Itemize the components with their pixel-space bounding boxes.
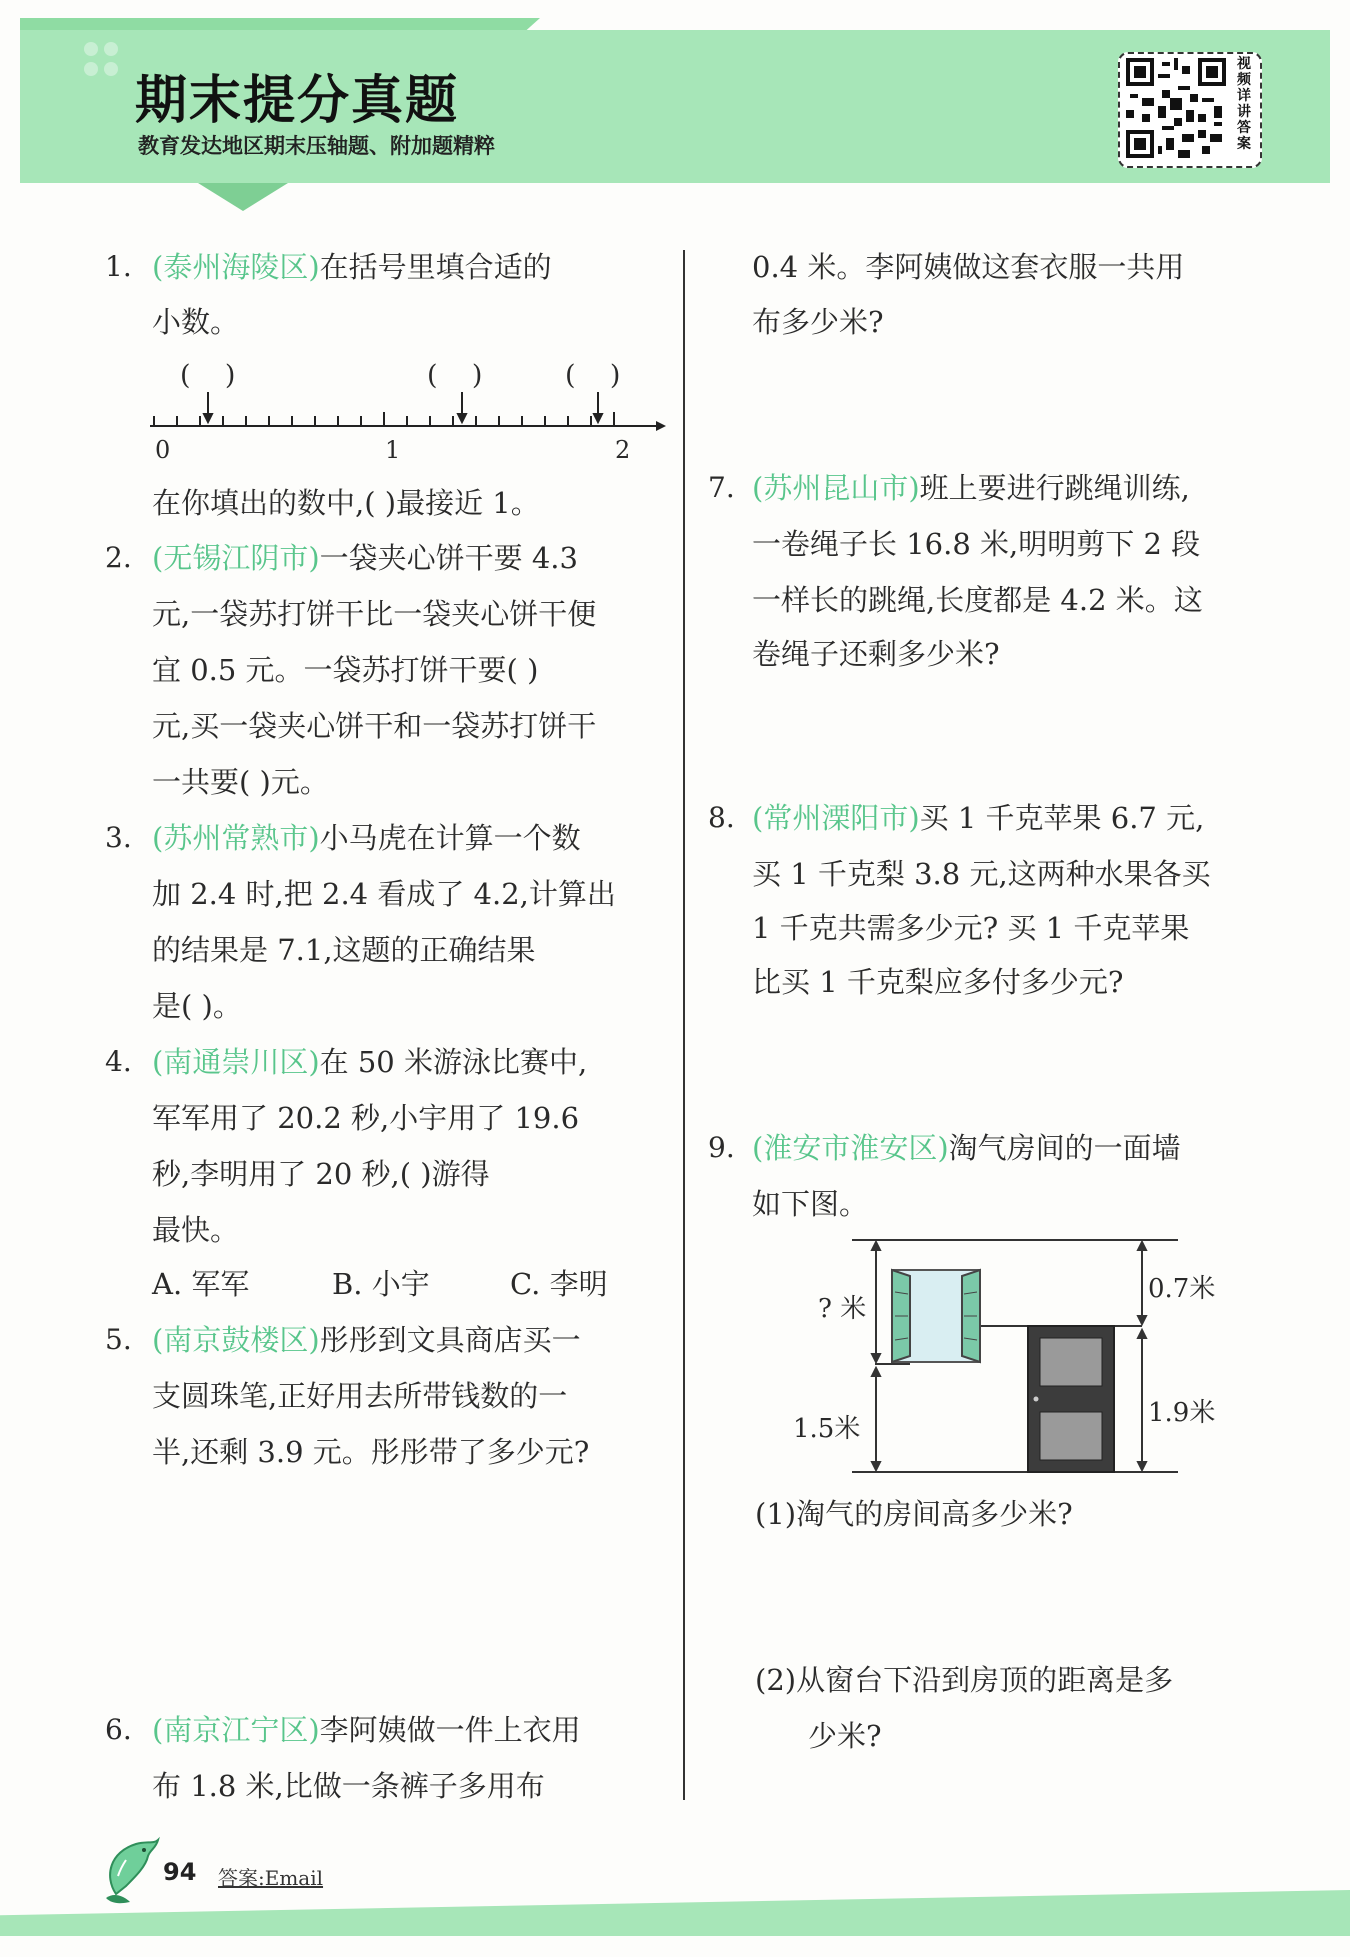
q7-text-1: 班上要进行跳绳训练,: [919, 471, 1190, 505]
q8-source: (常州溧阳市): [752, 801, 920, 835]
number-line-label-1: 1: [385, 436, 401, 464]
number-line-label-2: 2: [615, 436, 631, 464]
q3-text-3: 的结果是 7.1,这题的正确结果: [152, 933, 536, 967]
q7-text-3: 一样长的跳绳,长度都是 4.2 米。这: [752, 583, 1203, 617]
q8-text-1: 买 1 千克苹果 6.7 元,: [919, 801, 1205, 835]
q5-text-2: 支圆珠笔,正好用去所带钱数的一: [152, 1379, 568, 1413]
column-divider: [683, 250, 685, 1800]
q5-text-1: 彤彤到文具商店买一: [319, 1323, 581, 1357]
q4-line-1: [152, 1042, 587, 1082]
q8-number: 8.: [708, 801, 735, 834]
q4-option-b[interactable]: B. 小宇: [332, 1267, 430, 1301]
q3-text-1: 小马虎在计算一个数: [319, 821, 581, 855]
q8-line-1: [752, 798, 1204, 838]
q9-source: (淮安市淮安区): [752, 1131, 949, 1165]
q7-source: (苏州昆山市): [752, 471, 920, 505]
q6-line-1: [152, 1710, 581, 1750]
q9-text-1: 淘气房间的一面墙: [948, 1131, 1181, 1165]
q1-line-1: [152, 247, 552, 287]
number-line-ticks: [154, 412, 614, 426]
q8-text-2: 买 1 千克梨 3.8 元,这两种水果各买: [752, 857, 1211, 891]
q5-number: 5.: [105, 1323, 132, 1356]
decor-dot: [104, 42, 118, 56]
page-number: 94: [163, 1858, 197, 1886]
q4-text-3: 秒,李明用了 20 秒,( )游得: [152, 1157, 490, 1191]
q2-text-4: 元,买一袋夹心饼干和一袋苏打饼干: [152, 709, 597, 743]
q2-text-1: 一袋夹心饼干要 4.3: [319, 541, 578, 575]
q6-text-1: 李阿姨做一件上衣用: [319, 1713, 581, 1747]
q6-text-2: 布 1.8 米,比做一条裤子多用布: [152, 1769, 545, 1803]
q9-sub-2-line-2: 少米?: [808, 1719, 882, 1753]
q4-text-2: 军军用了 20.2 秒,小宇用了 19.6: [152, 1101, 580, 1135]
q7-text-4: 卷绳子还剩多少米?: [752, 637, 1000, 671]
figure-label-top-gap: 0.7米: [1148, 1274, 1216, 1304]
q6-text-3: 0.4 米。李阿姨做这套衣服一共用: [752, 250, 1185, 284]
number-line-blank-2[interactable]: ( ): [427, 360, 483, 391]
answer-label: 答案:Email: [218, 1866, 324, 1890]
number-line-blank-1[interactable]: ( ): [180, 360, 236, 391]
q4-text-1: 在 50 米游泳比赛中,: [319, 1045, 588, 1079]
number-line-blank-3[interactable]: ( ): [565, 360, 621, 391]
q4-text-4: 最快。: [152, 1213, 240, 1247]
q5-text-3: 半,还剩 3.9 元。彤彤带了多少元?: [152, 1435, 590, 1469]
q4-source: (南通崇川区): [152, 1045, 320, 1079]
q4-number: 4.: [105, 1045, 132, 1078]
q7-number: 7.: [708, 471, 735, 504]
figure-label-door-height: 1.9米: [1148, 1398, 1216, 1428]
q9-number: 9.: [708, 1131, 735, 1164]
q6-source: (南京江宁区): [152, 1713, 320, 1747]
page-title: 期末提分真题: [135, 71, 460, 131]
figure-label-sill-height: 1.5米: [793, 1414, 861, 1444]
q2-number: 2.: [105, 541, 132, 574]
q4-option-c[interactable]: C. 李明: [510, 1267, 608, 1301]
banner-notch: [198, 183, 288, 211]
q9-line-1: [752, 1128, 1181, 1168]
q2-text-3: 宜 0.5 元。一袋苏打饼干要( ): [152, 653, 539, 687]
window-icon: [892, 1270, 980, 1362]
q4-option-a[interactable]: A. 军军: [152, 1267, 250, 1301]
number-line: [140, 390, 670, 440]
qr-label: 视频详讲答案: [1237, 56, 1251, 152]
q1-source: (泰州海陵区): [152, 250, 320, 284]
decor-dot: [104, 62, 118, 76]
decor-dot: [84, 42, 98, 56]
q9-sub-2-line-1: (2)从窗台下沿到房顶的距离是多: [755, 1663, 1174, 1697]
q7-text-2: 一卷绳子长 16.8 米,明明剪下 2 段: [752, 527, 1201, 561]
q6-number: 6.: [105, 1713, 132, 1746]
q3-text-2: 加 2.4 时,把 2.4 看成了 4.2,计算出: [152, 877, 616, 911]
qr-code-icon[interactable]: [1126, 58, 1226, 158]
q5-line-1: [152, 1320, 581, 1360]
q2-source: (无锡江阴市): [152, 541, 320, 575]
page-subtitle: 教育发达地区期末压轴题、附加题精粹: [138, 134, 495, 158]
q9-sub-1: (1)淘气的房间高多少米?: [755, 1497, 1073, 1531]
q6-text-4: 布多少米?: [752, 305, 884, 339]
figure-label-unknown: ? 米: [818, 1294, 867, 1324]
q2-text-2: 元,一袋苏打饼干比一袋夹心饼干便: [152, 597, 597, 631]
number-line-label-0: 0: [155, 436, 171, 464]
q1-number: 1.: [105, 250, 132, 283]
q2-text-5: 一共要( )元。: [152, 765, 329, 799]
q1-text-1: 在括号里填合适的: [319, 250, 552, 284]
q8-text-3: 1 千克共需多少元? 买 1 千克苹果: [752, 911, 1190, 945]
number-line-arrows: [204, 392, 602, 422]
door-icon: [1028, 1326, 1114, 1472]
q1-text-2: 小数。: [152, 305, 240, 339]
q5-source: (南京鼓楼区): [152, 1323, 320, 1357]
q2-line-1: [152, 538, 578, 578]
q9-text-2: 如下图。: [752, 1187, 869, 1221]
q3-text-4: 是( )。: [152, 989, 242, 1023]
q3-number: 3.: [105, 821, 132, 854]
decor-dot: [84, 62, 98, 76]
q1-text-3: 在你填出的数中,( )最接近 1。: [152, 486, 540, 520]
footer-band: [0, 1890, 1350, 1936]
q3-source: (苏州常熟市): [152, 821, 320, 855]
q3-line-1: [152, 818, 581, 858]
dolphin-mascot-icon: [96, 1836, 162, 1906]
q8-text-4: 比买 1 千克梨应多付多少元?: [752, 965, 1124, 999]
q7-line-1: [752, 468, 1190, 508]
